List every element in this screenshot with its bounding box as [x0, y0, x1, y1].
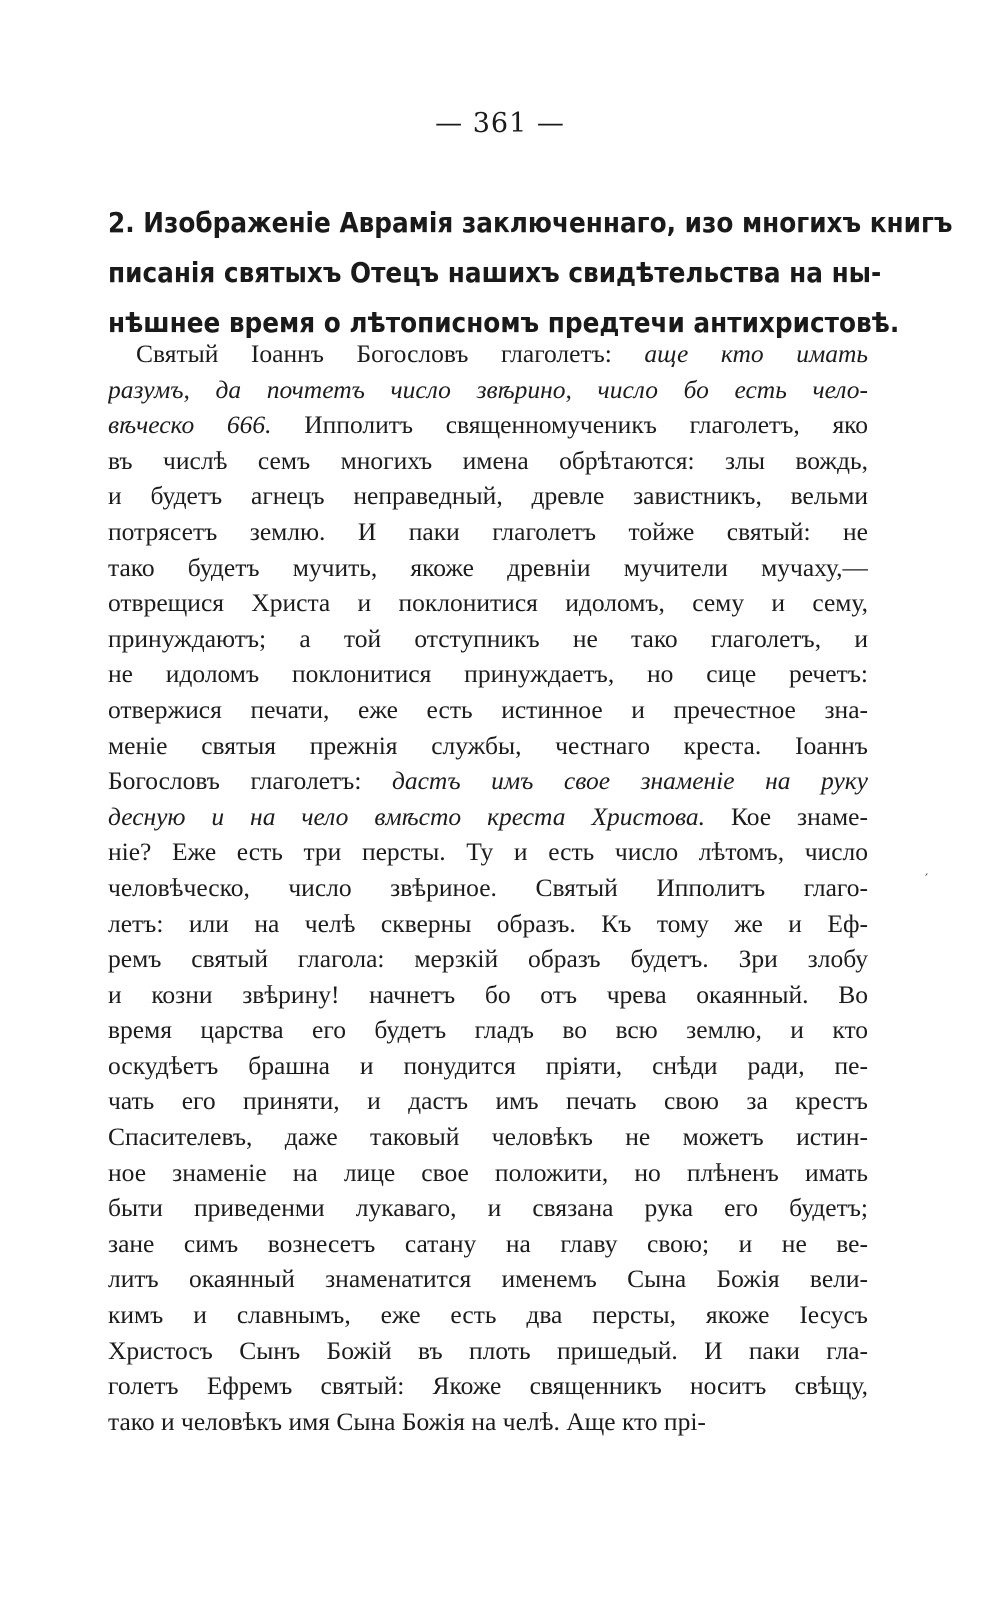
text-line	[108, 1190, 868, 1226]
body-text	[108, 336, 868, 1439]
page-number: — 361 —	[435, 108, 565, 139]
text-line	[108, 763, 868, 799]
text-line	[108, 1297, 868, 1333]
italic-quote-segment: десную и на чело вмѣсто креста Христова.	[108, 801, 706, 831]
text-segment: Христосъ Сынъ Божій въ плоть пришедый. И паки гла-	[108, 1335, 868, 1365]
print-speck: ′	[925, 872, 929, 888]
text-segment: оскудѣетъ брашна и понудится пріяти, снѣди ради, пе-	[108, 1050, 868, 1080]
text-line	[108, 1404, 868, 1440]
text-segment: чать его приняти, и дастъ имъ печать свою за крестъ	[108, 1086, 868, 1116]
text-segment: голетъ Ефремъ святый: Якоже священникъ носитъ свѣщу,	[108, 1371, 868, 1401]
text-line	[108, 692, 868, 728]
text-line	[108, 870, 868, 906]
text-line	[108, 1226, 868, 1262]
text-segment: Кое знаме-	[705, 801, 868, 831]
text-segment: Богословъ глаголетъ:	[108, 766, 392, 796]
text-line	[108, 443, 868, 479]
text-segment: литъ окаянный знаменатится именемъ Сына Божія вели-	[108, 1264, 868, 1294]
text-segment: въ числѣ семъ многихъ имена обрѣтаются: злы вождь,	[108, 445, 868, 475]
italic-quote-segment: аще кто имать	[644, 339, 868, 368]
text-segment: Ипполитъ священномученикъ глаголетъ, яко	[271, 410, 868, 440]
text-line	[108, 906, 868, 942]
text-line	[108, 656, 868, 692]
text-segment: потрясетъ землю. И паки глаголетъ тойже святый: не	[108, 516, 868, 546]
text-segment: время царства его будетъ гладъ во всю землю, и кто	[108, 1015, 868, 1045]
section-heading	[108, 198, 953, 348]
text-segment: человѣческо, число звѣриное. Святый Ипполитъ глаго-	[108, 872, 868, 902]
text-segment: меніе святыя прежнія службы, честнаго креста. Іоаннъ	[108, 730, 868, 760]
text-segment: и будетъ агнецъ неправедный, древле завистникъ, вельми	[108, 481, 868, 511]
italic-quote-segment: разумъ, да почтетъ число звѣрино, число бо есть чело-	[108, 374, 868, 404]
text-segment: тако будетъ мучить, якоже древніи мучители мучаху,—	[108, 552, 868, 582]
text-segment: не идоломъ поклонитися принуждаетъ, но сице речетъ:	[108, 659, 868, 689]
text-line	[108, 621, 868, 657]
text-line	[108, 834, 868, 870]
text-line	[108, 977, 868, 1013]
text-segment: тако и человѣкъ имя Сына Божія на челѣ. Аще кто прі-	[108, 1406, 706, 1436]
text-segment: ніе? Еже есть три персты. Ту и есть число лѣтомъ, число	[108, 837, 868, 867]
text-line	[108, 728, 868, 764]
text-line	[108, 1083, 868, 1119]
text-line	[108, 1261, 868, 1297]
heading-line: нѣшнее время о лѣтописномъ предтечи антихристовѣ.	[108, 307, 900, 339]
text-line	[108, 585, 868, 621]
text-segment: Святый Іоаннъ Богословъ глаголетъ:	[136, 339, 645, 368]
text-segment: принуждаютъ; а той отступникъ не тако глаголетъ, и	[108, 623, 868, 653]
text-line	[108, 799, 868, 835]
text-segment: ремъ святый глагола: мерзкій образъ будетъ. Зри злобу	[108, 944, 868, 974]
text-line	[108, 336, 868, 372]
text-segment: быти приведенми лукаваго, и связана рука его будетъ;	[108, 1193, 868, 1223]
text-line	[108, 1048, 868, 1084]
text-line	[108, 514, 868, 550]
text-line	[108, 372, 868, 408]
text-segment: летъ: или на челѣ скверны образъ. Къ тому же и Еф-	[108, 908, 868, 938]
heading-line: писанія святыхъ Отецъ нашихъ свидѣтельства на ны-	[108, 257, 882, 289]
text-line	[108, 1333, 868, 1369]
text-segment: Спасителевъ, даже таковый человѣкъ не можетъ истин-	[108, 1122, 868, 1152]
text-line	[108, 1155, 868, 1191]
text-line	[108, 1368, 868, 1404]
text-line	[108, 1119, 868, 1155]
text-segment: и козни звѣрину! начнетъ бо отъ чрева окаянный. Во	[108, 979, 868, 1009]
text-segment: ное знаменіе на лице свое положити, но плѣненъ имать	[108, 1157, 868, 1187]
text-segment: зане симъ вознесетъ сатану на главу свою; и не ве-	[108, 1228, 868, 1258]
heading-line: 2. Изображеніе Аврамія заключеннаго, изо многихъ книгъ	[108, 207, 953, 239]
italic-quote-segment: дастъ имъ свое знаменіе на руку	[391, 766, 868, 796]
text-line	[108, 550, 868, 586]
text-line	[108, 941, 868, 977]
italic-quote-segment: вѣческо 666.	[108, 410, 272, 440]
text-segment: отвержися печати, еже есть истинное и пречестное зна-	[108, 694, 868, 724]
text-segment: кимъ и славнымъ, еже есть два персты, якоже Іесусъ	[108, 1300, 868, 1330]
text-line	[108, 407, 868, 443]
text-line	[108, 1012, 868, 1048]
text-line	[108, 478, 868, 514]
text-segment: отврещися Христа и поклонитися идоломъ, сему и сему,	[108, 588, 868, 618]
